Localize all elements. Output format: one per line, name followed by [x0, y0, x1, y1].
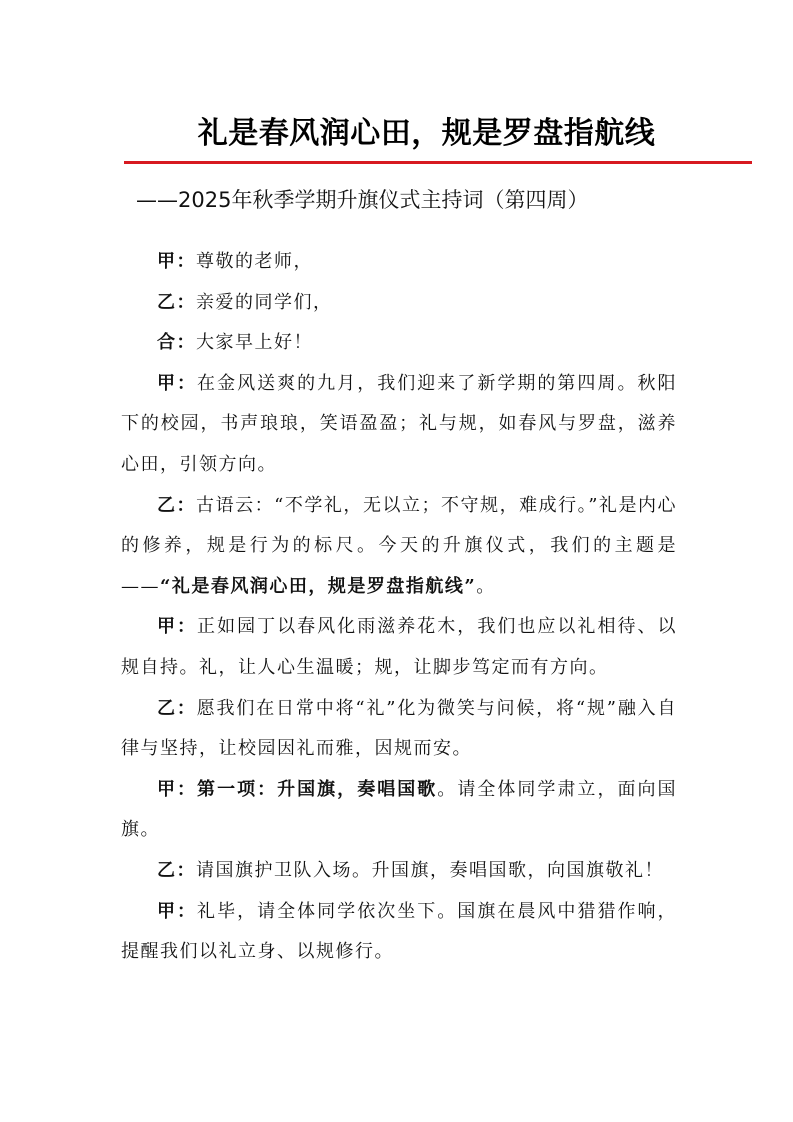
- paragraph: [121, 323, 677, 364]
- paragraph-text: 请国旗护卫队入场。升国旗，奏唱国歌，向国旗敬礼！: [196, 859, 664, 881]
- paragraph: [121, 486, 677, 608]
- paragraph: [121, 364, 677, 486]
- speaker-label: 乙：: [157, 859, 196, 881]
- speaker-label: 乙：: [157, 494, 197, 516]
- paragraph-text: 古语云：“不学礼，无以立；不守规，难成行。”礼是内心的修养，规是行为的标尺。今天的升旗仪式，我们的主题是——: [121, 494, 677, 597]
- paragraph: [121, 242, 677, 283]
- paragraph-tail: 。: [476, 575, 496, 597]
- speaker-label: 合：: [157, 332, 196, 354]
- title-divider: [124, 161, 752, 164]
- speaker-label: 甲：: [157, 900, 198, 922]
- agenda-item-emphasis: 第一项：升国旗，奏唱国歌: [197, 778, 438, 800]
- speaker-label: 乙：: [157, 697, 197, 719]
- paragraph-text: 正如园丁以春风化雨滋养花木，我们也应以礼相待、以规自持。礼，让人心生温暖；规，让脚步笃定而有方向。: [121, 616, 678, 678]
- speaker-label: 甲：: [157, 372, 198, 394]
- paragraph: [121, 770, 677, 851]
- script-body: [121, 242, 677, 973]
- theme-emphasis: “礼是春风润心田，规是罗盘指航线”: [160, 575, 477, 597]
- paragraph: [121, 851, 677, 892]
- paragraph-text: 亲爱的同学们，: [196, 291, 333, 313]
- paragraph: [121, 283, 677, 324]
- speaker-label: 甲：: [157, 616, 198, 638]
- paragraph: [121, 607, 677, 688]
- paragraph: [121, 689, 677, 770]
- speaker-label: 乙：: [157, 291, 196, 313]
- paragraph-text: 愿我们在日常中将“礼”化为微笑与问候，将“规”融入自律与坚持，让校园因礼而雅，因规而安。: [121, 697, 678, 760]
- paragraph-text: 在金风送爽的九月，我们迎来了新学期的第四周。秋阳下的校园，书声琅琅，笑语盈盈；礼与规，如春风与罗盘，滋养心田，引领方向。: [121, 372, 678, 475]
- page-subtitle: ——2025年秋季学期升旗仪式主持词（第四周）: [136, 188, 589, 212]
- speaker-label: 甲：: [157, 251, 196, 272]
- paragraph-text: 尊敬的老师，: [196, 251, 313, 272]
- paragraph: [121, 892, 677, 973]
- page-title: 礼是春风润心田，规是罗盘指航线: [197, 116, 656, 151]
- paragraph-text: 大家早上好！: [196, 332, 313, 354]
- speaker-label: 甲：: [157, 778, 198, 800]
- paragraph-text: 礼毕，请全体同学依次坐下。国旗在晨风中猎猎作响，提醒我们以礼立身、以规修行。: [121, 900, 678, 963]
- paragraph-tail: 。请全体同学肃立，面向国旗。: [121, 778, 678, 841]
